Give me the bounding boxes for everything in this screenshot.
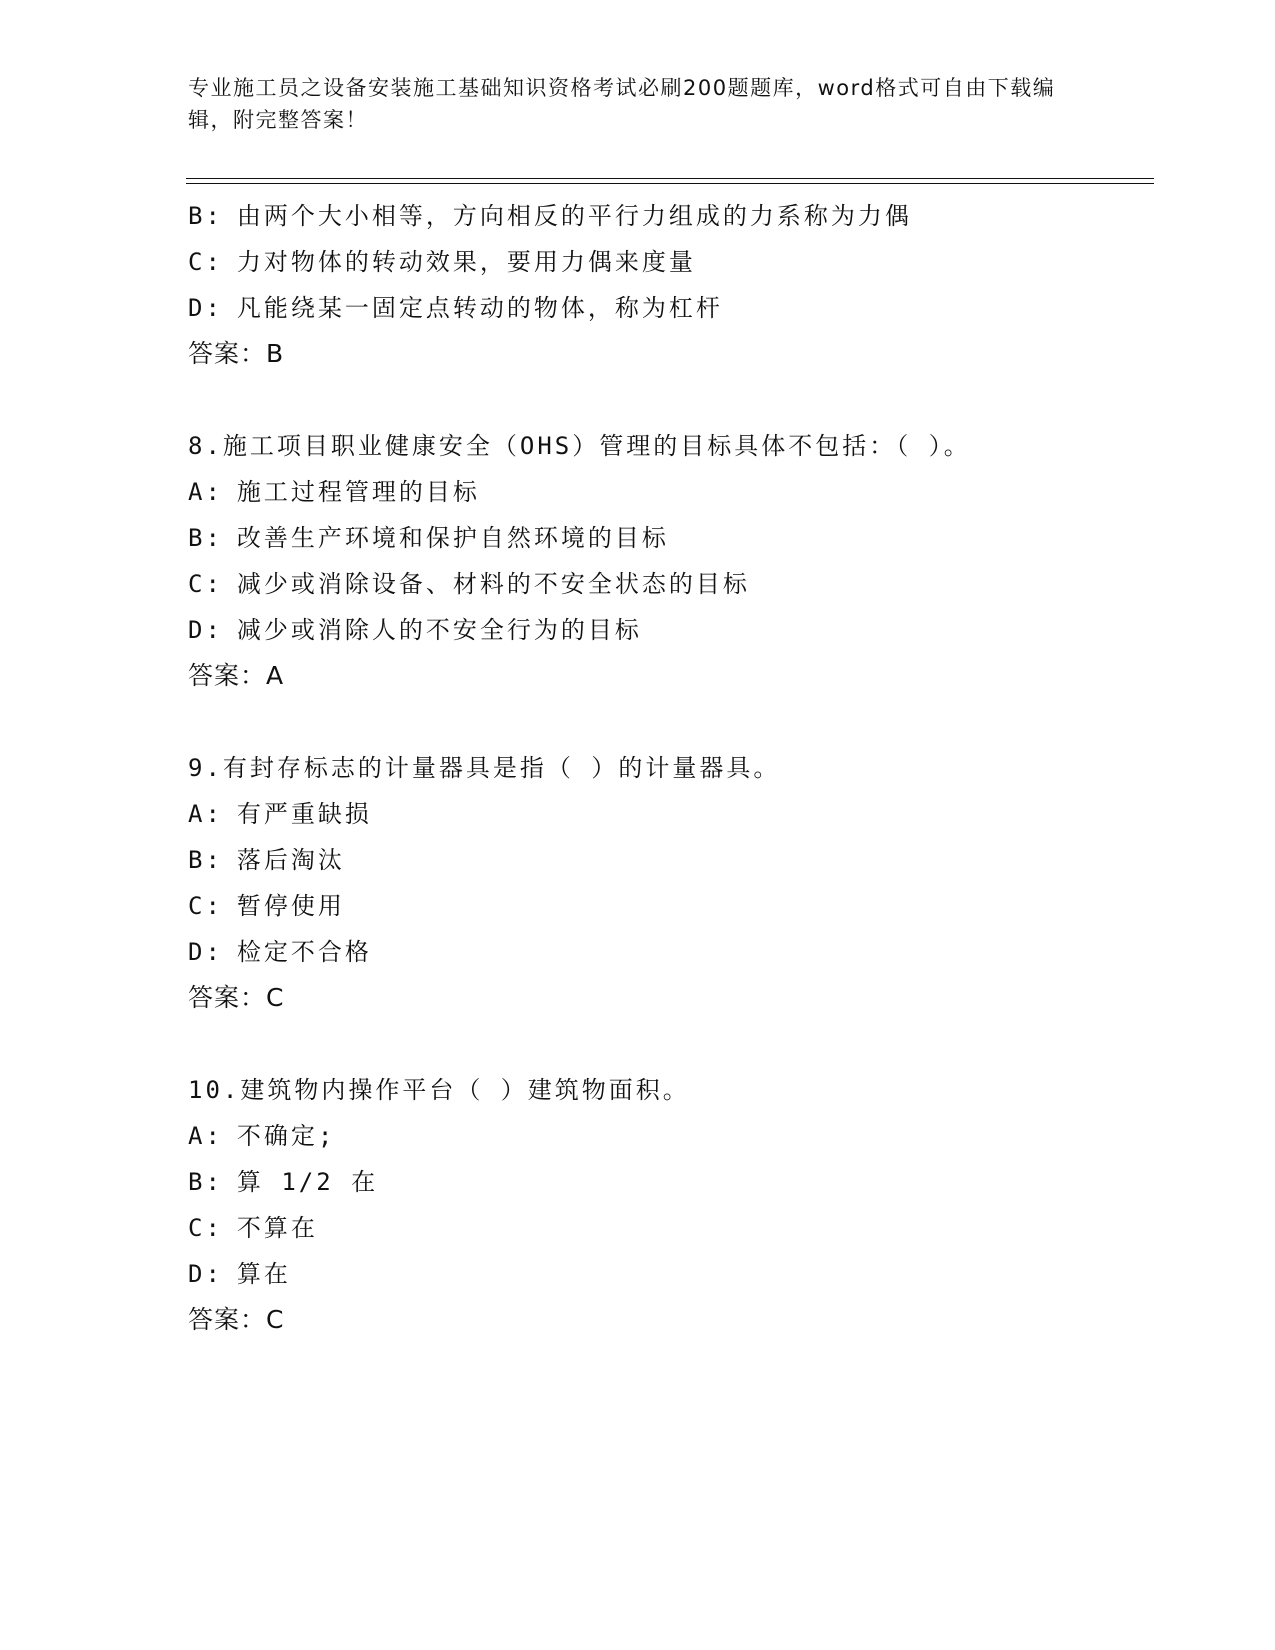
spacer xyxy=(188,377,1148,423)
option-c xyxy=(188,883,1148,929)
option-text: 改善生产环境和保护自然环境的目标 xyxy=(236,524,669,552)
option-text: 减少或消除设备、材料的不安全状态的目标 xyxy=(236,570,750,598)
spacer xyxy=(188,699,1148,745)
option-key: C: xyxy=(188,892,223,920)
option-text: 检定不合格 xyxy=(236,938,372,966)
option-d xyxy=(188,929,1148,975)
option-key: D: xyxy=(188,938,223,966)
option-key: A: xyxy=(188,478,223,506)
option-text: 凡能绕某一固定点转动的物体，称为杠杆 xyxy=(236,294,723,322)
option-text: 算在 xyxy=(236,1260,291,1288)
option-text: 由两个大小相等，方向相反的平行力组成的力系称为力偶 xyxy=(236,202,912,230)
option-key: B: xyxy=(188,846,223,874)
option-text: 施工过程管理的目标 xyxy=(236,478,480,506)
option-b xyxy=(188,193,1148,239)
document-header: 专业施工员之设备安装施工基础知识资格考试必刷200题题库，word格式可自由下载编辑，附完整答案！ xyxy=(188,76,1056,132)
option-key: C: xyxy=(188,570,223,598)
option-a xyxy=(188,469,1148,515)
option-a xyxy=(188,1113,1148,1159)
option-key: C: xyxy=(188,1214,223,1242)
option-key: A: xyxy=(188,1122,223,1150)
header-divider-bottom xyxy=(186,183,1154,184)
option-text: 力对物体的转动效果，要用力偶来度量 xyxy=(236,248,696,276)
option-key: B: xyxy=(188,524,223,552)
option-d xyxy=(188,1251,1148,1297)
spacer xyxy=(188,1021,1148,1067)
option-text: 不算在 xyxy=(236,1214,318,1242)
answer-line: 答案：C xyxy=(188,1305,285,1334)
option-a xyxy=(188,791,1148,837)
option-key: B: xyxy=(188,1168,223,1196)
option-text: 不确定; xyxy=(236,1122,336,1150)
option-c xyxy=(188,239,1148,285)
option-text: 暂停使用 xyxy=(236,892,345,920)
option-text: 减少或消除人的不安全行为的目标 xyxy=(236,616,642,644)
answer-line: 答案：C xyxy=(188,983,285,1012)
option-b xyxy=(188,515,1148,561)
question-content xyxy=(188,193,1148,1343)
option-key: D: xyxy=(188,294,223,322)
question-stem: 10.建筑物内操作平台（ ）建筑物面积。 xyxy=(188,1076,690,1104)
option-text: 落后淘汰 xyxy=(236,846,345,874)
option-text: 有严重缺损 xyxy=(236,800,372,828)
option-key: B: xyxy=(188,202,223,230)
option-text: 算 1/2 在 xyxy=(236,1168,379,1196)
question-stem: 9.有封存标志的计量器具是指（ ）的计量器具。 xyxy=(188,754,781,782)
answer-line: 答案：B xyxy=(188,339,285,368)
answer-line: 答案：A xyxy=(188,661,285,690)
option-key: C: xyxy=(188,248,223,276)
option-b xyxy=(188,837,1148,883)
option-d xyxy=(188,285,1148,331)
option-key: D: xyxy=(188,616,223,644)
option-c xyxy=(188,1205,1148,1251)
option-c xyxy=(188,561,1148,607)
header-divider-top xyxy=(186,178,1154,179)
option-b xyxy=(188,1159,1148,1205)
option-key: A: xyxy=(188,800,223,828)
option-key: D: xyxy=(188,1260,223,1288)
option-d xyxy=(188,607,1148,653)
question-stem: 8.施工项目职业健康安全（OHS）管理的目标具体不包括：（ ）。 xyxy=(188,432,971,460)
